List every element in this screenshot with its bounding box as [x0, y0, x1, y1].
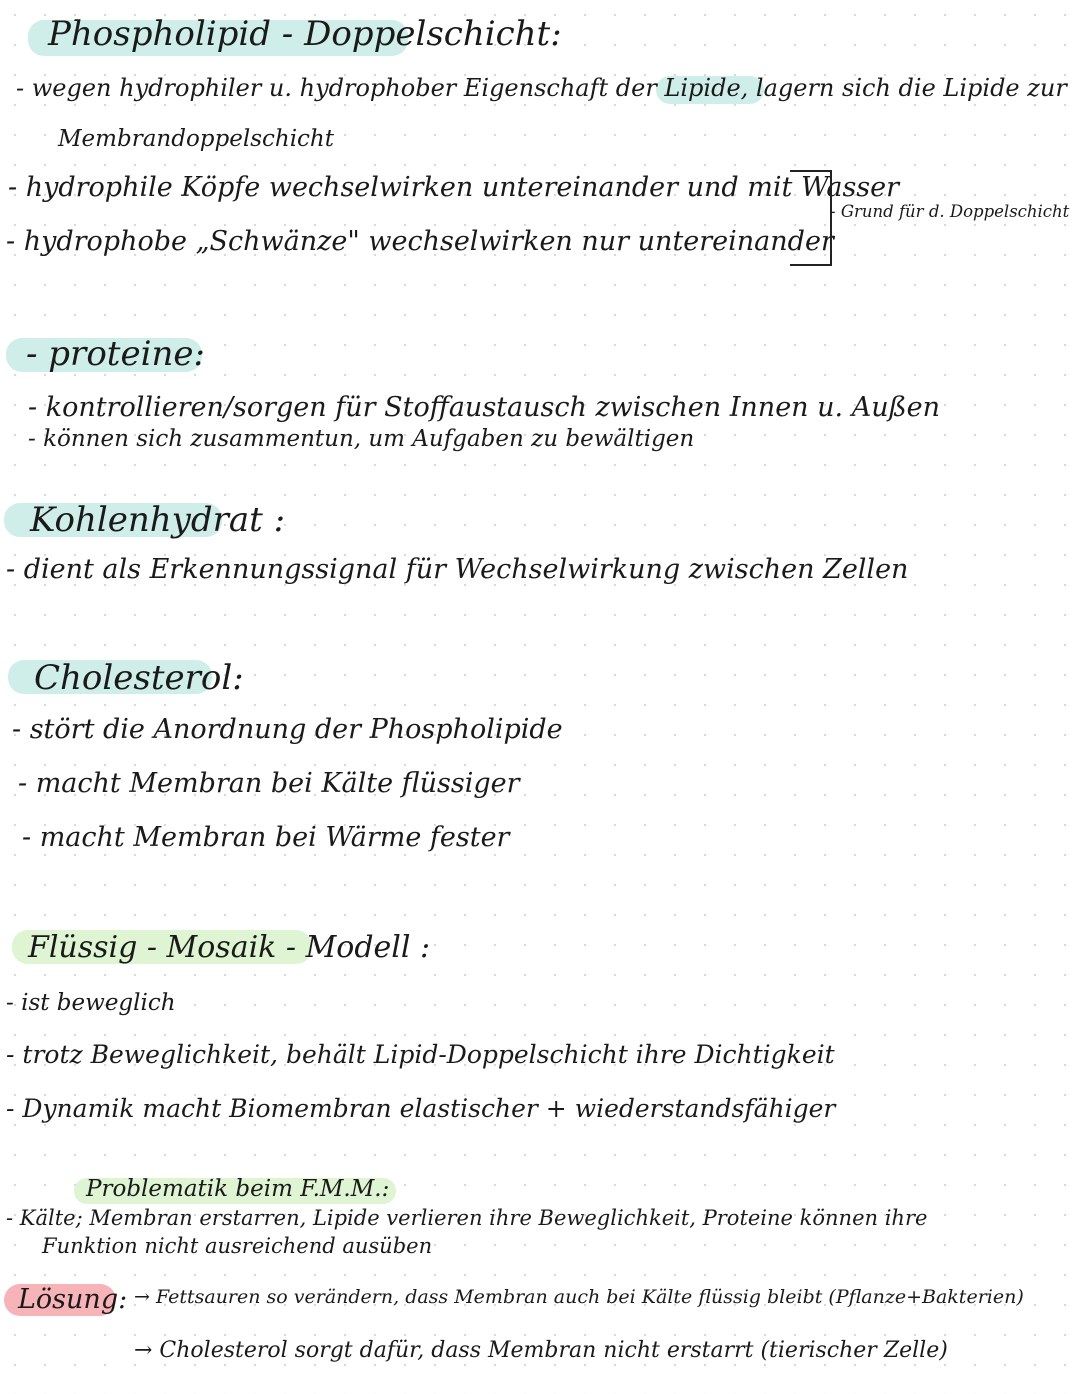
- loesung-line-2: → Cholesterol sorgt dafür, dass Membran nicht erstarrt (tierischer Zelle): [134, 1338, 948, 1363]
- bracket-note: - Grund für d. Doppelschicht: [830, 202, 1070, 221]
- fmm-line-3: - Dynamik macht Biomembran elastischer + wiederstandsfähiger: [6, 1094, 836, 1123]
- phospholipid-line-1b: Membrandoppelschicht: [58, 126, 334, 152]
- heading-phospholipid: Phospholipid - Doppelschicht:: [48, 14, 562, 54]
- loesung-label: Lösung:: [18, 1284, 128, 1315]
- problematik-line-1: - Kälte; Membran erstarren, Lipide verlieren ihre Beweglichkeit, Proteine können ihre: [6, 1206, 928, 1230]
- fmm-line-2: - trotz Beweglichkeit, behält Lipid-Doppelschicht ihre Dichtigkeit: [6, 1040, 835, 1069]
- heading-proteine: - proteine:: [26, 334, 205, 374]
- heading-fmm: Flüssig - Mosaik - Modell :: [28, 930, 431, 965]
- kohlenhydrat-line-1: - dient als Erkennungssignal für Wechselwirkung zwischen Zellen: [6, 554, 909, 585]
- problematik-line-1b: Funktion nicht ausreichend ausüben: [42, 1234, 433, 1258]
- bracket: [790, 170, 832, 266]
- loesung-line-1: → Fettsauren so verändern, dass Membran auch bei Kälte flüssig bleibt (Pflanze+Bakterien): [134, 1286, 1024, 1308]
- phospholipid-line-3: - hydrophobe „Schwänze" wechselwirken nur untereinander: [6, 226, 834, 257]
- fmm-line-1: - ist beweglich: [6, 990, 176, 1016]
- cholesterol-line-2: - macht Membran bei Kälte flüssiger: [18, 768, 520, 799]
- heading-cholesterol: Cholesterol:: [34, 658, 244, 698]
- phospholipid-line-2: - hydrophile Köpfe wechselwirken untereinander und mit Wasser: [8, 172, 900, 203]
- cholesterol-line-3: - macht Membran bei Wärme fester: [22, 822, 510, 853]
- cholesterol-line-1: - stört die Anordnung der Phospholipide: [12, 714, 563, 745]
- proteine-line-2: - können sich zusammentun, um Aufgaben zu bewältigen: [28, 426, 695, 452]
- heading-problematik: Problematik beim F.M.M.:: [86, 1176, 390, 1202]
- proteine-line-1: - kontrollieren/sorgen für Stoffaustausch zwischen Innen u. Außen: [28, 392, 940, 423]
- heading-kohlenhydrat: Kohlenhydrat :: [30, 500, 286, 540]
- phospholipid-line-1: - wegen hydrophiler u. hydrophober Eigenschaft der Lipide, lagern sich die Lipide zur: [16, 74, 1067, 102]
